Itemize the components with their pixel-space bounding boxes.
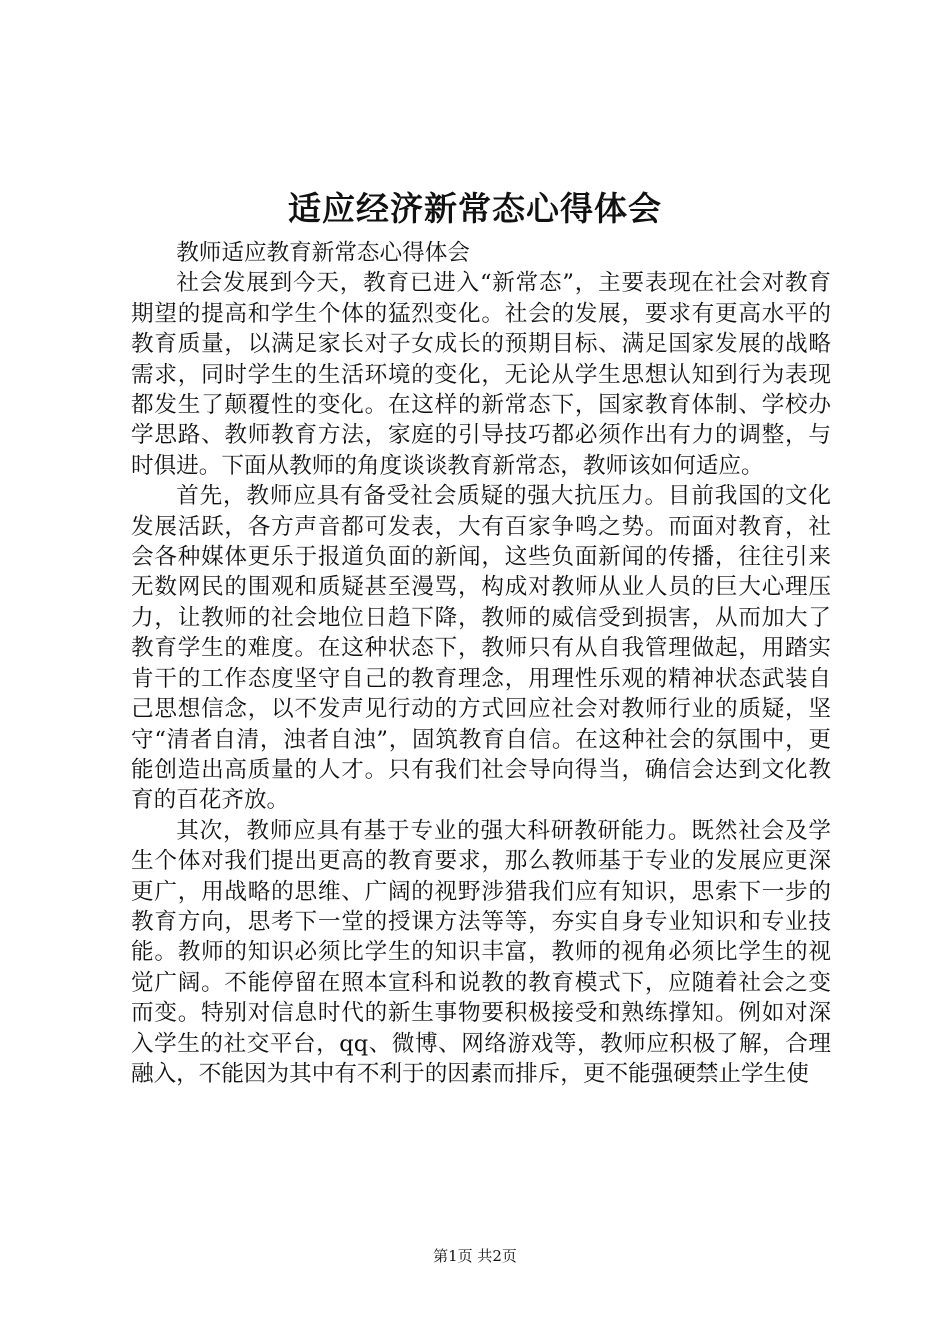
document-body <box>131 238 831 1089</box>
page-footer: 第1页 共2页 <box>433 1247 517 1265</box>
body-paragraph-first: 首先，教师应具有备受社会质疑的强大抗压力。目前我国的文化发展活跃，各方声音都可发表，大有百家争鸣之势。而面对教育，社会各种媒体更乐于报道负面的新闻，这些负面新闻的传播，往往引来无数网民的围观和质疑甚至漫骂，构成对教师从业人员的巨大心理压力，让教师的社会地位日趋下降，教师的威信受到损害，从而加大了教育学生的难度。在这种状态下，教师只有从自我管理做起，用踏实肯干的工作态度坚守自己的教育理念，用理性乐观的精神状态武装自己思想信念，以不发声见行动的方式回应社会对教师行业的质疑，坚守“清者自清，浊者自浊”，固筑教育自信。在这种社会的氛围中，更能创造出高质量的人才。只有我们社会导向得当，确信会达到文化教育的百花齐放。 <box>131 483 831 814</box>
body-paragraph-second: 其次，教师应具有基于专业的强大科研教研能力。既然社会及学生个体对我们提出更高的教育要求，那么教师基于专业的发展应更深更广，用战略的思维、广阔的视野涉猎我们应有知识，思索下一步的教育方向，思考下一堂的授课方法等等，夯实自身专业知识和专业技能。教师的知识必须比学生的知识丰富，教师的视角必须比学生的视觉广阔。不能停留在照本宣科和说教的教育模式下，应随着社会之变而变。特别对信息时代的新生事物要积极接受和熟练撑知。例如对深入学生的社交平台，qq、微博、网络游戏等，教师应积极了解，合理融入，不能因为其中有不利于的因素而排斥，更不能强硬禁止学生使 <box>131 817 831 1087</box>
subtitle-paragraph: 教师适应教育新常态心得体会 <box>176 240 470 266</box>
document-title: 适应经济新常态心得体会 <box>288 189 662 228</box>
body-paragraph-intro: 社会发展到今天，教育已进入“新常态”，主要表现在社会对教育期望的提高和学生个体的猛烈变化。社会的发展，要求有更高水平的教育质量，以满足家长对子女成长的预期目标、满足国家发展的战略需求，同时学生的生活环境的变化，无论从学生思想认知到行为表现都发生了颠覆性的变化。在这样的新常态下，国家教育体制、学校办学思路、教师教育方法，家庭的引导技巧都必须作出有力的调整，与时俱进。下面从教师的角度谈谈教育新常态，教师该如何适应。 <box>131 270 831 479</box>
